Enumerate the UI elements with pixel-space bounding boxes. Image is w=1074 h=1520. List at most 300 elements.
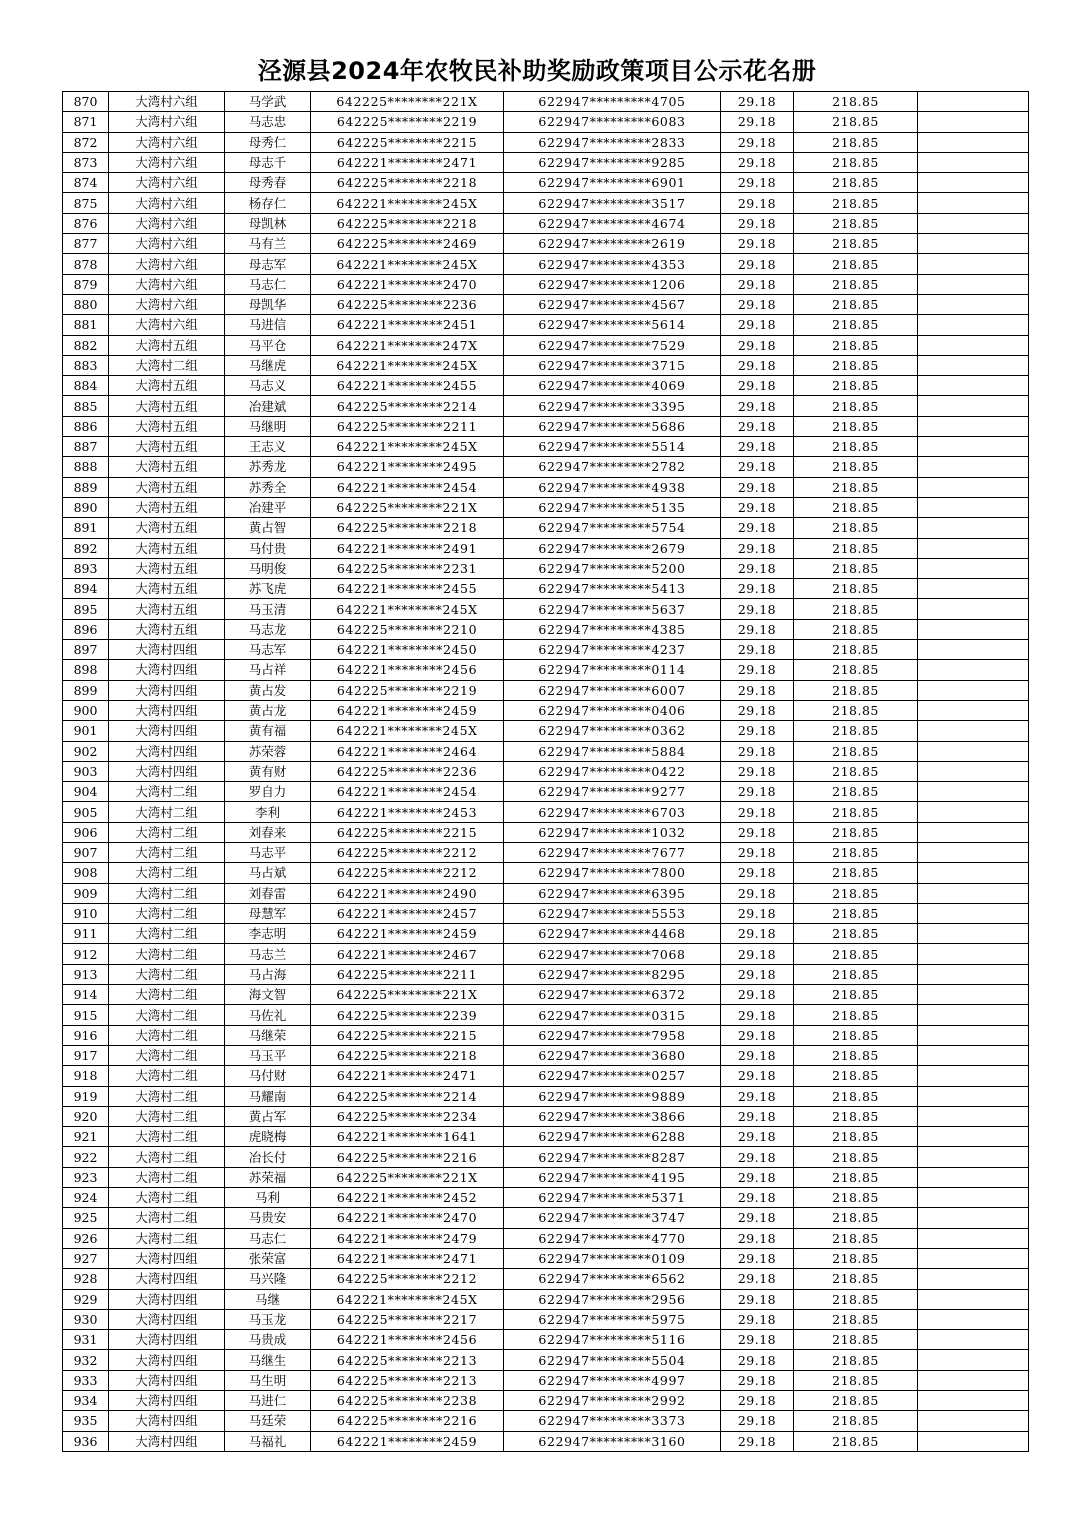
amount-per-unit: 29.18 [721, 1025, 794, 1045]
person-name: 马玉平 [225, 1045, 311, 1065]
village-group: 大湾村四组 [109, 1370, 225, 1390]
total-amount: 218.85 [794, 822, 918, 842]
bank-card-number: 622947*********6901 [504, 173, 721, 193]
row-number: 884 [63, 376, 109, 396]
id-number: 642221********2479 [311, 1228, 504, 1248]
bank-card-number: 622947*********5686 [504, 416, 721, 436]
id-number: 642221********2470 [311, 1208, 504, 1228]
person-name: 冶建平 [225, 497, 311, 517]
remarks [918, 112, 1029, 132]
id-number: 642225********2239 [311, 1005, 504, 1025]
amount-per-unit: 29.18 [721, 1411, 794, 1431]
amount-per-unit: 29.18 [721, 538, 794, 558]
total-amount: 218.85 [794, 1025, 918, 1045]
remarks [918, 1269, 1029, 1289]
bank-card-number: 622947*********5614 [504, 315, 721, 335]
remarks [918, 234, 1029, 254]
village-group: 大湾村五组 [109, 477, 225, 497]
remarks [918, 1127, 1029, 1147]
table-row [63, 355, 1029, 375]
bank-card-number: 622947*********3715 [504, 355, 721, 375]
id-number: 642225********2210 [311, 619, 504, 639]
total-amount: 218.85 [794, 1188, 918, 1208]
id-number: 642221********2471 [311, 1248, 504, 1268]
remarks [918, 1411, 1029, 1431]
bank-card-number: 622947*********7068 [504, 944, 721, 964]
table-row [63, 1045, 1029, 1065]
total-amount: 218.85 [794, 213, 918, 233]
village-group: 大湾村四组 [109, 1248, 225, 1268]
total-amount: 218.85 [794, 863, 918, 883]
table-row [63, 213, 1029, 233]
row-number: 899 [63, 680, 109, 700]
total-amount: 218.85 [794, 1045, 918, 1065]
person-name: 马志兰 [225, 944, 311, 964]
remarks [918, 254, 1029, 274]
village-group: 大湾村五组 [109, 518, 225, 538]
id-number: 642225********2234 [311, 1106, 504, 1126]
table-row [63, 497, 1029, 517]
bank-card-number: 622947*********5504 [504, 1350, 721, 1370]
id-number: 642221********2457 [311, 903, 504, 923]
amount-per-unit: 29.18 [721, 437, 794, 457]
person-name: 苏秀全 [225, 477, 311, 497]
village-group: 大湾村五组 [109, 376, 225, 396]
remarks [918, 640, 1029, 660]
amount-per-unit: 29.18 [721, 1330, 794, 1350]
total-amount: 218.85 [794, 497, 918, 517]
row-number: 880 [63, 294, 109, 314]
remarks [918, 660, 1029, 680]
bank-card-number: 622947*********5135 [504, 497, 721, 517]
bank-card-number: 622947*********3373 [504, 1411, 721, 1431]
bank-card-number: 622947*********3680 [504, 1045, 721, 1065]
village-group: 大湾村四组 [109, 1350, 225, 1370]
row-number: 879 [63, 274, 109, 294]
table-row [63, 1370, 1029, 1390]
person-name: 冶建斌 [225, 396, 311, 416]
table-row [63, 274, 1029, 294]
person-name: 母秀仁 [225, 132, 311, 152]
village-group: 大湾村四组 [109, 1411, 225, 1431]
remarks [918, 680, 1029, 700]
remarks [918, 1086, 1029, 1106]
id-number: 642221********2455 [311, 376, 504, 396]
remarks [918, 1025, 1029, 1045]
village-group: 大湾村五组 [109, 599, 225, 619]
id-number: 642225********2219 [311, 112, 504, 132]
village-group: 大湾村六组 [109, 294, 225, 314]
id-number: 642221********2491 [311, 538, 504, 558]
total-amount: 218.85 [794, 700, 918, 720]
id-number: 642225********2215 [311, 1025, 504, 1045]
remarks [918, 619, 1029, 639]
person-name: 马志军 [225, 640, 311, 660]
person-name: 苏荣蓉 [225, 741, 311, 761]
person-name: 马有兰 [225, 234, 311, 254]
remarks [918, 1289, 1029, 1309]
person-name: 马占祥 [225, 660, 311, 680]
bank-card-number: 622947*********7800 [504, 863, 721, 883]
row-number: 915 [63, 1005, 109, 1025]
row-number: 929 [63, 1289, 109, 1309]
remarks [918, 1370, 1029, 1390]
total-amount: 218.85 [794, 1086, 918, 1106]
row-number: 912 [63, 944, 109, 964]
remarks [918, 944, 1029, 964]
table-row [63, 335, 1029, 355]
remarks [918, 1147, 1029, 1167]
bank-card-number: 622947*********2782 [504, 457, 721, 477]
row-number: 932 [63, 1350, 109, 1370]
remarks [918, 173, 1029, 193]
remarks [918, 1045, 1029, 1065]
table-row [63, 903, 1029, 923]
total-amount: 218.85 [794, 1167, 918, 1187]
row-number: 917 [63, 1045, 109, 1065]
amount-per-unit: 29.18 [721, 1167, 794, 1187]
table-row [63, 1005, 1029, 1025]
village-group: 大湾村六组 [109, 92, 225, 112]
remarks [918, 1005, 1029, 1025]
amount-per-unit: 29.18 [721, 599, 794, 619]
village-group: 大湾村二组 [109, 1045, 225, 1065]
total-amount: 218.85 [794, 355, 918, 375]
amount-per-unit: 29.18 [721, 1309, 794, 1329]
person-name: 马平仓 [225, 335, 311, 355]
village-group: 大湾村五组 [109, 538, 225, 558]
bank-card-number: 622947*********6562 [504, 1269, 721, 1289]
row-number: 931 [63, 1330, 109, 1350]
remarks [918, 1431, 1029, 1451]
remarks [918, 538, 1029, 558]
village-group: 大湾村二组 [109, 863, 225, 883]
amount-per-unit: 29.18 [721, 518, 794, 538]
village-group: 大湾村二组 [109, 782, 225, 802]
bank-card-number: 622947*********5371 [504, 1188, 721, 1208]
person-name: 马进信 [225, 315, 311, 335]
amount-per-unit: 29.18 [721, 1066, 794, 1086]
row-number: 923 [63, 1167, 109, 1187]
bank-card-number: 622947*********0422 [504, 761, 721, 781]
id-number: 642221********2452 [311, 1188, 504, 1208]
id-number: 642225********221X [311, 985, 504, 1005]
table-row [63, 396, 1029, 416]
table-row [63, 761, 1029, 781]
remarks [918, 1309, 1029, 1329]
person-name: 马玉龙 [225, 1309, 311, 1329]
person-name: 黄占龙 [225, 700, 311, 720]
bank-card-number: 622947*********4385 [504, 619, 721, 639]
table-row [63, 538, 1029, 558]
table-row [63, 457, 1029, 477]
row-number: 903 [63, 761, 109, 781]
person-name: 马兴隆 [225, 1269, 311, 1289]
id-number: 642225********2215 [311, 132, 504, 152]
village-group: 大湾村二组 [109, 1106, 225, 1126]
row-number: 873 [63, 152, 109, 172]
id-number: 642221********2471 [311, 152, 504, 172]
bank-card-number: 622947*********7677 [504, 842, 721, 862]
person-name: 马利 [225, 1188, 311, 1208]
village-group: 大湾村四组 [109, 680, 225, 700]
amount-per-unit: 29.18 [721, 1208, 794, 1228]
person-name: 马继生 [225, 1350, 311, 1370]
person-name: 马继明 [225, 416, 311, 436]
person-name: 苏荣福 [225, 1167, 311, 1187]
bank-card-number: 622947*********9889 [504, 1086, 721, 1106]
total-amount: 218.85 [794, 538, 918, 558]
row-number: 897 [63, 640, 109, 660]
table-row [63, 477, 1029, 497]
amount-per-unit: 29.18 [721, 883, 794, 903]
amount-per-unit: 29.18 [721, 294, 794, 314]
person-name: 马佐礼 [225, 1005, 311, 1025]
person-name: 冶长付 [225, 1147, 311, 1167]
id-number: 642225********2218 [311, 213, 504, 233]
row-number: 934 [63, 1391, 109, 1411]
total-amount: 218.85 [794, 1228, 918, 1248]
bank-card-number: 622947*********4674 [504, 213, 721, 233]
table-row [63, 152, 1029, 172]
id-number: 642221********245X [311, 1289, 504, 1309]
total-amount: 218.85 [794, 1248, 918, 1268]
row-number: 908 [63, 863, 109, 883]
total-amount: 218.85 [794, 579, 918, 599]
person-name: 马占斌 [225, 863, 311, 883]
village-group: 大湾村六组 [109, 112, 225, 132]
remarks [918, 741, 1029, 761]
amount-per-unit: 29.18 [721, 1228, 794, 1248]
id-number: 642225********2211 [311, 416, 504, 436]
total-amount: 218.85 [794, 680, 918, 700]
amount-per-unit: 29.18 [721, 254, 794, 274]
amount-per-unit: 29.18 [721, 355, 794, 375]
remarks [918, 193, 1029, 213]
village-group: 大湾村四组 [109, 1330, 225, 1350]
row-number: 871 [63, 112, 109, 132]
row-number: 876 [63, 213, 109, 233]
amount-per-unit: 29.18 [721, 396, 794, 416]
id-number: 642221********247X [311, 335, 504, 355]
person-name: 刘春来 [225, 822, 311, 842]
bank-card-number: 622947*********0109 [504, 1248, 721, 1268]
amount-per-unit: 29.18 [721, 944, 794, 964]
remarks [918, 294, 1029, 314]
id-number: 642225********2211 [311, 964, 504, 984]
person-name: 马学武 [225, 92, 311, 112]
id-number: 642221********2459 [311, 1431, 504, 1451]
bank-card-number: 622947*********4353 [504, 254, 721, 274]
table-row [63, 1309, 1029, 1329]
bank-card-number: 622947*********3395 [504, 396, 721, 416]
remarks [918, 477, 1029, 497]
amount-per-unit: 29.18 [721, 782, 794, 802]
amount-per-unit: 29.18 [721, 1350, 794, 1370]
bank-card-number: 622947*********4069 [504, 376, 721, 396]
bank-card-number: 622947*********2679 [504, 538, 721, 558]
row-number: 878 [63, 254, 109, 274]
table-row [63, 1106, 1029, 1126]
id-number: 642221********2455 [311, 579, 504, 599]
amount-per-unit: 29.18 [721, 680, 794, 700]
total-amount: 218.85 [794, 944, 918, 964]
village-group: 大湾村六组 [109, 193, 225, 213]
remarks [918, 782, 1029, 802]
total-amount: 218.85 [794, 1269, 918, 1289]
table-row [63, 92, 1029, 112]
total-amount: 218.85 [794, 1350, 918, 1370]
table-row [63, 315, 1029, 335]
id-number: 642221********2454 [311, 477, 504, 497]
remarks [918, 152, 1029, 172]
total-amount: 218.85 [794, 1391, 918, 1411]
row-number: 877 [63, 234, 109, 254]
row-number: 925 [63, 1208, 109, 1228]
table-row [63, 437, 1029, 457]
person-name: 李志明 [225, 924, 311, 944]
bank-card-number: 622947*********5413 [504, 579, 721, 599]
id-number: 642221********1641 [311, 1127, 504, 1147]
amount-per-unit: 29.18 [721, 315, 794, 335]
total-amount: 218.85 [794, 294, 918, 314]
amount-per-unit: 29.18 [721, 1391, 794, 1411]
total-amount: 218.85 [794, 173, 918, 193]
amount-per-unit: 29.18 [721, 1248, 794, 1268]
remarks [918, 497, 1029, 517]
village-group: 大湾村二组 [109, 1167, 225, 1187]
remarks [918, 924, 1029, 944]
person-name: 黄有财 [225, 761, 311, 781]
person-name: 王志义 [225, 437, 311, 457]
table-row [63, 1127, 1029, 1147]
amount-per-unit: 29.18 [721, 1289, 794, 1309]
village-group: 大湾村二组 [109, 802, 225, 822]
remarks [918, 1106, 1029, 1126]
person-name: 张荣富 [225, 1248, 311, 1268]
id-number: 642225********2214 [311, 1086, 504, 1106]
row-number: 909 [63, 883, 109, 903]
village-group: 大湾村四组 [109, 1391, 225, 1411]
village-group: 大湾村二组 [109, 964, 225, 984]
id-number: 642225********2218 [311, 1045, 504, 1065]
bank-card-number: 622947*********6083 [504, 112, 721, 132]
row-number: 892 [63, 538, 109, 558]
village-group: 大湾村二组 [109, 1025, 225, 1045]
row-number: 911 [63, 924, 109, 944]
row-number: 906 [63, 822, 109, 842]
person-name: 马生明 [225, 1370, 311, 1390]
remarks [918, 132, 1029, 152]
id-number: 642221********245X [311, 437, 504, 457]
row-number: 922 [63, 1147, 109, 1167]
person-name: 马志仁 [225, 1228, 311, 1248]
bank-card-number: 622947*********5116 [504, 1330, 721, 1350]
table-row [63, 883, 1029, 903]
village-group: 大湾村五组 [109, 335, 225, 355]
village-group: 大湾村二组 [109, 1147, 225, 1167]
total-amount: 218.85 [794, 1289, 918, 1309]
id-number: 642221********245X [311, 721, 504, 741]
table-row [63, 700, 1029, 720]
table-row [63, 680, 1029, 700]
row-number: 907 [63, 842, 109, 862]
id-number: 642225********2213 [311, 1350, 504, 1370]
bank-card-number: 622947*********2833 [504, 132, 721, 152]
total-amount: 218.85 [794, 924, 918, 944]
amount-per-unit: 29.18 [721, 903, 794, 923]
total-amount: 218.85 [794, 1127, 918, 1147]
table-row [63, 112, 1029, 132]
id-number: 642221********2459 [311, 924, 504, 944]
id-number: 642221********2490 [311, 883, 504, 903]
id-number: 642221********245X [311, 355, 504, 375]
row-number: 910 [63, 903, 109, 923]
row-number: 886 [63, 416, 109, 436]
id-number: 642225********2216 [311, 1147, 504, 1167]
remarks [918, 985, 1029, 1005]
amount-per-unit: 29.18 [721, 376, 794, 396]
row-number: 930 [63, 1309, 109, 1329]
village-group: 大湾村四组 [109, 1269, 225, 1289]
village-group: 大湾村五组 [109, 497, 225, 517]
remarks [918, 1330, 1029, 1350]
row-number: 921 [63, 1127, 109, 1147]
row-number: 882 [63, 335, 109, 355]
amount-per-unit: 29.18 [721, 802, 794, 822]
table-row [63, 416, 1029, 436]
id-number: 642221********2453 [311, 802, 504, 822]
amount-per-unit: 29.18 [721, 985, 794, 1005]
total-amount: 218.85 [794, 1005, 918, 1025]
total-amount: 218.85 [794, 1431, 918, 1451]
remarks [918, 396, 1029, 416]
total-amount: 218.85 [794, 274, 918, 294]
bank-card-number: 622947*********5637 [504, 599, 721, 619]
remarks [918, 599, 1029, 619]
bank-card-number: 622947*********6372 [504, 985, 721, 1005]
remarks [918, 274, 1029, 294]
village-group: 大湾村四组 [109, 741, 225, 761]
village-group: 大湾村六组 [109, 254, 225, 274]
village-group: 大湾村六组 [109, 234, 225, 254]
id-number: 642225********2212 [311, 842, 504, 862]
village-group: 大湾村六组 [109, 152, 225, 172]
total-amount: 218.85 [794, 396, 918, 416]
table-row [63, 842, 1029, 862]
total-amount: 218.85 [794, 254, 918, 274]
total-amount: 218.85 [794, 416, 918, 436]
table-row [63, 1086, 1029, 1106]
village-group: 大湾村四组 [109, 1431, 225, 1451]
row-number: 924 [63, 1188, 109, 1208]
id-number: 642221********2470 [311, 274, 504, 294]
amount-per-unit: 29.18 [721, 1005, 794, 1025]
bank-card-number: 622947*********4705 [504, 92, 721, 112]
bank-card-number: 622947*********8295 [504, 964, 721, 984]
person-name: 刘春雷 [225, 883, 311, 903]
person-name: 马贵安 [225, 1208, 311, 1228]
remarks [918, 558, 1029, 578]
bank-card-number: 622947*********4770 [504, 1228, 721, 1248]
total-amount: 218.85 [794, 457, 918, 477]
table-row [63, 1289, 1029, 1309]
total-amount: 218.85 [794, 437, 918, 457]
table-row [63, 1066, 1029, 1086]
remarks [918, 1208, 1029, 1228]
village-group: 大湾村六组 [109, 315, 225, 335]
bank-card-number: 622947*********4237 [504, 640, 721, 660]
